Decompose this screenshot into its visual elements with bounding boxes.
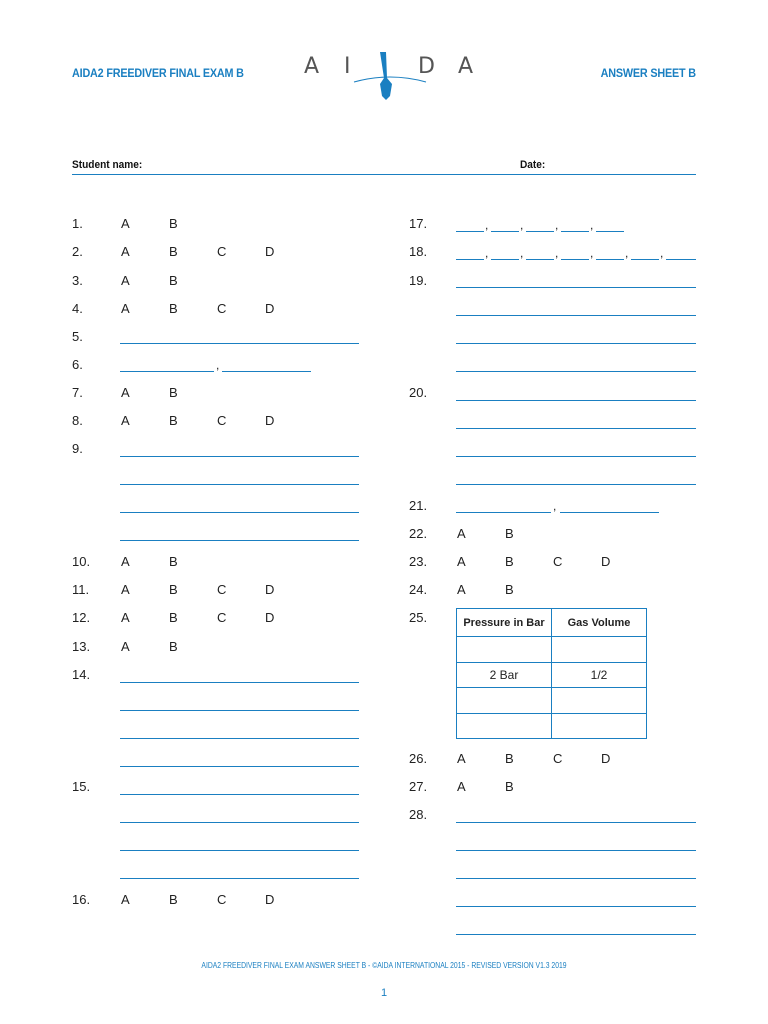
q19-answer-line-1[interactable]: [456, 287, 696, 288]
q18-separator-6: ,: [660, 246, 664, 260]
q17-separator-1: ,: [485, 218, 489, 232]
q18-separator-5: ,: [625, 246, 629, 260]
question-number-9: 9.: [72, 441, 83, 456]
q18-separator-3: ,: [555, 246, 559, 260]
logo-letter-a2: A: [458, 54, 474, 79]
page-number: 1: [380, 987, 388, 999]
q19-answer-line-4[interactable]: [456, 371, 696, 372]
question-number-13: 13.: [72, 639, 91, 654]
q26-option-c[interactable]: C: [553, 751, 563, 766]
q10-option-b[interactable]: B: [169, 554, 178, 569]
q28-answer-line-1[interactable]: [456, 822, 696, 823]
q18-separator-2: ,: [520, 246, 524, 260]
pressure-cell[interactable]: [457, 637, 552, 663]
q2-option-a[interactable]: A: [121, 244, 130, 259]
question-number-11: 11.: [72, 582, 90, 597]
q14-answer-line-2[interactable]: [120, 710, 359, 711]
q7-option-b[interactable]: B: [169, 385, 178, 400]
q5-answer-line[interactable]: [120, 343, 359, 344]
q18-blank-2[interactable]: [491, 259, 519, 260]
q20-answer-line-4[interactable]: [456, 484, 696, 485]
q18-blank-7[interactable]: [666, 259, 696, 260]
q18-blank-1[interactable]: [456, 259, 484, 260]
q22-option-a[interactable]: A: [457, 526, 466, 541]
q14-answer-line-1[interactable]: [120, 682, 359, 683]
q6-answer-line-2[interactable]: [222, 371, 311, 372]
aida-logo: [300, 50, 480, 102]
q8-option-d[interactable]: D: [265, 413, 275, 428]
student-name-label: Student name:: [72, 159, 143, 171]
q8-option-a[interactable]: A: [121, 413, 130, 428]
q12-option-a[interactable]: A: [121, 610, 130, 625]
q24-option-b[interactable]: B: [505, 582, 514, 597]
question-number-18: 18.: [409, 244, 428, 259]
table-row: [457, 688, 647, 714]
table-header-row: [457, 609, 647, 637]
question-number-15: 15.: [72, 779, 91, 794]
q15-answer-line-3[interactable]: [120, 850, 359, 851]
q4-option-d[interactable]: D: [265, 301, 275, 316]
pressure-cell[interactable]: [457, 688, 552, 714]
q21-answer-line-1[interactable]: [456, 512, 551, 513]
pressure-volume-table: [456, 608, 647, 739]
q11-option-b[interactable]: B: [169, 582, 178, 597]
q27-option-b[interactable]: B: [505, 779, 514, 794]
question-number-4: 4.: [72, 301, 83, 316]
q23-option-a[interactable]: A: [457, 554, 466, 569]
q28-answer-line-3[interactable]: [456, 878, 696, 879]
pressure-cell: 2 Bar: [457, 662, 552, 688]
q16-option-c[interactable]: C: [217, 892, 227, 907]
q14-answer-line-4[interactable]: [120, 766, 359, 767]
q17-blank-4[interactable]: [561, 231, 589, 232]
q4-option-b[interactable]: B: [169, 301, 178, 316]
q15-answer-line-4[interactable]: [120, 878, 359, 879]
q17-blank-2[interactable]: [491, 231, 519, 232]
question-number-3: 3.: [72, 273, 83, 288]
q23-option-b[interactable]: B: [505, 554, 514, 569]
question-number-6: 6.: [72, 357, 83, 372]
q24-option-a[interactable]: A: [457, 582, 466, 597]
table-row: [457, 662, 647, 688]
q18-blank-6[interactable]: [631, 259, 659, 260]
q4-option-c[interactable]: C: [217, 301, 227, 316]
pressure-cell[interactable]: [457, 713, 552, 739]
question-number-2: 2.: [72, 244, 83, 259]
q17-blank-1[interactable]: [456, 231, 484, 232]
date-label: Date:: [520, 159, 546, 171]
q8-option-b[interactable]: B: [169, 413, 178, 428]
q18-separator-1: ,: [485, 246, 489, 260]
q17-blank-3[interactable]: [526, 231, 554, 232]
q11-option-c[interactable]: C: [217, 582, 227, 597]
q2-option-c[interactable]: C: [217, 244, 227, 259]
q17-separator-3: ,: [555, 218, 559, 232]
question-number-14: 14.: [72, 667, 91, 682]
q18-separator-4: ,: [590, 246, 594, 260]
volume-cell[interactable]: [552, 713, 647, 739]
q28-answer-line-5[interactable]: [456, 934, 696, 935]
q11-option-a[interactable]: A: [121, 582, 130, 597]
q3-option-b[interactable]: B: [169, 273, 178, 288]
logo-letter-d: D: [418, 54, 435, 79]
exam-title: AIDA2 FREEDIVER FINAL EXAM B: [72, 66, 244, 80]
q16-option-a[interactable]: A: [121, 892, 130, 907]
question-number-26: 26.: [409, 751, 428, 766]
question-number-16: 16.: [72, 892, 91, 907]
q19-answer-line-3[interactable]: [456, 343, 696, 344]
q21-answer-line-2[interactable]: [560, 512, 659, 513]
question-number-8: 8.: [72, 413, 83, 428]
q11-option-d[interactable]: D: [265, 582, 275, 597]
table-row: [457, 637, 647, 663]
q10-option-a[interactable]: A: [121, 554, 130, 569]
question-number-12: 12.: [72, 610, 91, 625]
question-number-24: 24.: [409, 582, 428, 597]
q1-option-a[interactable]: A: [121, 216, 130, 231]
q19-answer-line-2[interactable]: [456, 315, 696, 316]
table-row: [457, 713, 647, 739]
q23-option-d[interactable]: D: [601, 554, 611, 569]
header-gas-volume: Gas Volume: [552, 609, 647, 637]
question-number-25: 25.: [409, 610, 428, 625]
question-number-27: 27.: [409, 779, 428, 794]
question-number-7: 7.: [72, 385, 83, 400]
question-number-17: 17.: [409, 216, 428, 231]
q1-option-b[interactable]: B: [169, 216, 178, 231]
q2-option-b[interactable]: B: [169, 244, 178, 259]
q27-option-a[interactable]: A: [457, 779, 466, 794]
q17-separator-2: ,: [520, 218, 524, 232]
name-date-line[interactable]: [72, 174, 696, 175]
question-number-20: 20.: [409, 385, 428, 400]
q9-answer-line-2[interactable]: [120, 484, 359, 485]
q6-answer-line-1[interactable]: [120, 371, 214, 372]
question-number-23: 23.: [409, 554, 428, 569]
q8-option-c[interactable]: C: [217, 413, 227, 428]
q28-answer-line-4[interactable]: [456, 906, 696, 907]
q21-separator: ,: [553, 499, 557, 513]
question-number-5: 5.: [72, 329, 83, 344]
freediver-fin-icon: [350, 50, 430, 102]
q18-blank-5[interactable]: [596, 259, 624, 260]
q26-option-d[interactable]: D: [601, 751, 611, 766]
q6-separator: ,: [216, 358, 220, 372]
volume-cell[interactable]: [552, 637, 647, 663]
question-number-10: 10.: [72, 554, 91, 569]
question-number-19: 19.: [409, 273, 428, 288]
q26-option-b[interactable]: B: [505, 751, 514, 766]
q17-blank-5[interactable]: [596, 231, 624, 232]
q9-answer-line-4[interactable]: [120, 540, 359, 541]
q4-option-a[interactable]: A: [121, 301, 130, 316]
q13-option-b[interactable]: B: [169, 639, 178, 654]
q9-answer-line-1[interactable]: [120, 456, 359, 457]
q16-option-d[interactable]: D: [265, 892, 275, 907]
volume-cell[interactable]: [552, 688, 647, 714]
q18-blank-4[interactable]: [561, 259, 589, 260]
q16-option-b[interactable]: B: [169, 892, 178, 907]
q12-option-d[interactable]: D: [265, 610, 275, 625]
q23-option-c[interactable]: C: [553, 554, 563, 569]
footer-copyright: AIDA2 FREEDIVER FINAL EXAM ANSWER SHEET B - ©AIDA INTERNATIONAL 2015 - REVISED VERSION V1.3 2019: [201, 961, 567, 970]
question-number-22: 22.: [409, 526, 428, 541]
q14-answer-line-3[interactable]: [120, 738, 359, 739]
q22-option-b[interactable]: B: [505, 526, 514, 541]
question-number-21: 21.: [409, 498, 428, 513]
answer-sheet-title: ANSWER SHEET B: [600, 66, 696, 80]
q20-answer-line-3[interactable]: [456, 456, 696, 457]
logo-letter-i: I: [344, 54, 351, 79]
q12-option-c[interactable]: C: [217, 610, 227, 625]
q18-blank-3[interactable]: [526, 259, 554, 260]
q26-option-a[interactable]: A: [457, 751, 466, 766]
header-pressure-in-bar: Pressure in Bar: [457, 609, 552, 637]
q20-answer-line-2[interactable]: [456, 428, 696, 429]
q15-answer-line-1[interactable]: [120, 794, 359, 795]
q15-answer-line-2[interactable]: [120, 822, 359, 823]
q7-option-a[interactable]: A: [121, 385, 130, 400]
question-number-1: 1.: [72, 216, 83, 231]
logo-letter-a1: A: [304, 54, 320, 79]
q28-answer-line-2[interactable]: [456, 850, 696, 851]
q17-separator-4: ,: [590, 218, 594, 232]
q2-option-d[interactable]: D: [265, 244, 275, 259]
q13-option-a[interactable]: A: [121, 639, 130, 654]
question-number-28: 28.: [409, 807, 428, 822]
volume-cell: 1/2: [552, 662, 647, 688]
q20-answer-line-1[interactable]: [456, 400, 696, 401]
q12-option-b[interactable]: B: [169, 610, 178, 625]
q3-option-a[interactable]: A: [121, 273, 130, 288]
q9-answer-line-3[interactable]: [120, 512, 359, 513]
